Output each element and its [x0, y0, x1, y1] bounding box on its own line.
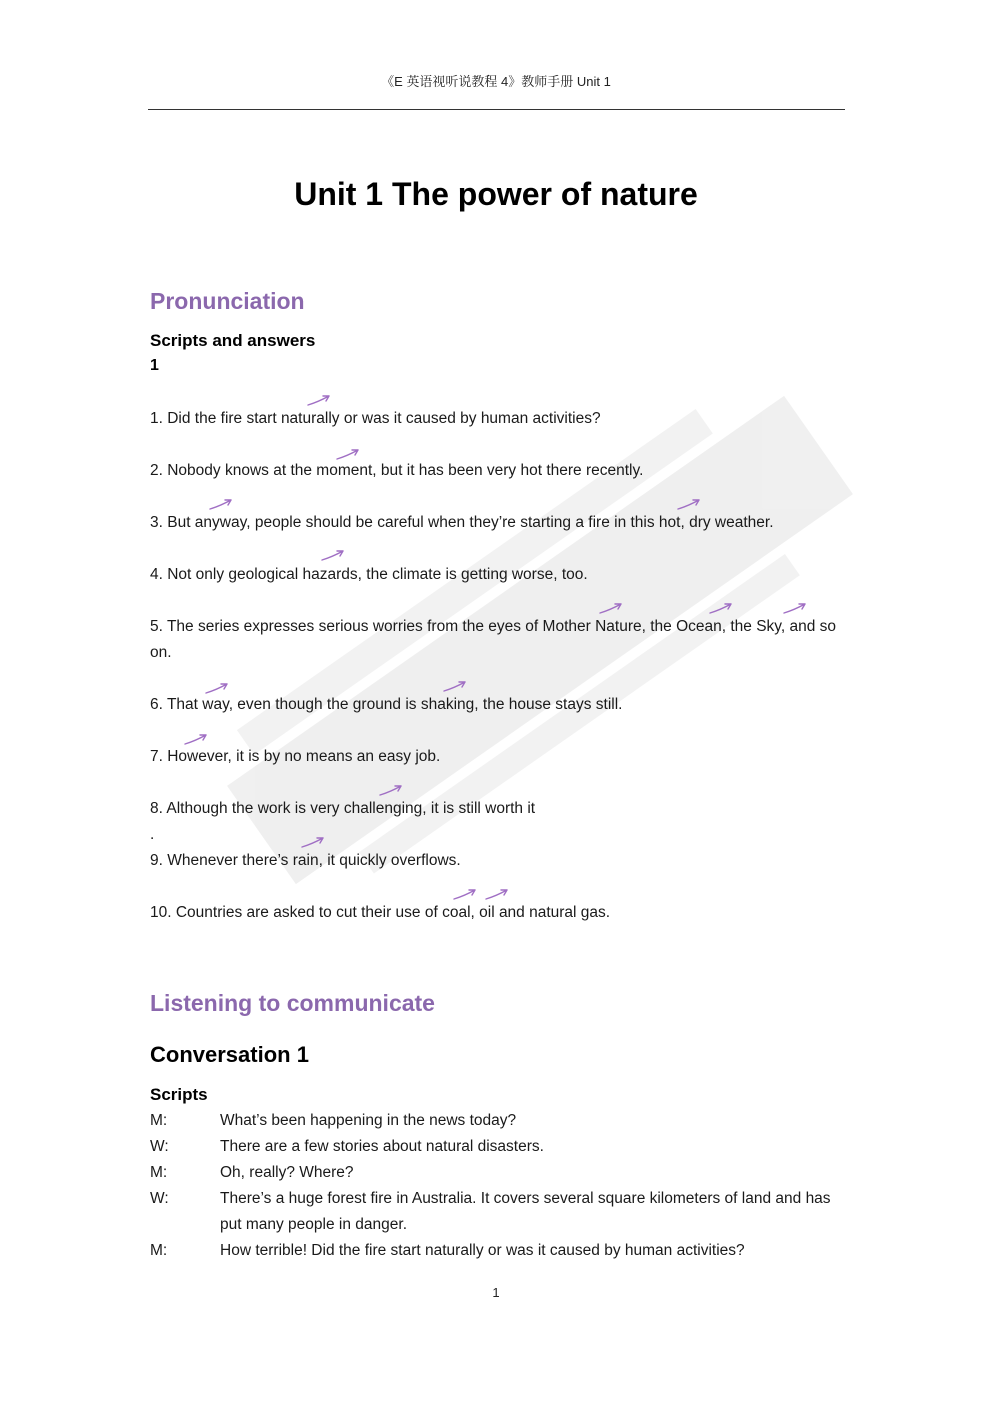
rising-intonation-arrow-icon — [782, 601, 808, 615]
script-text: What’s been happening in the news today? — [220, 1112, 517, 1129]
script-text: There’s a huge forest fire in Australia. It covers several square kilometers of land and has put many people in danger. — [220, 1190, 831, 1233]
header-divider — [148, 109, 845, 110]
pronunciation-item: 5. The series expresses serious worries from the eyes of Mother Nature, the Ocean, the Sky, and so on. — [150, 618, 837, 661]
speaker-label: M: — [150, 1164, 168, 1181]
scripts-and-answers-heading: Scripts and answers — [150, 331, 316, 350]
speaker-label: W: — [150, 1138, 169, 1155]
rising-intonation-arrow-icon — [598, 601, 624, 615]
rising-intonation-arrow-icon — [320, 548, 346, 562]
rising-intonation-arrow-icon — [378, 783, 404, 797]
script-text: How terrible! Did the fire start naturally or was it caused by human activities? — [220, 1242, 745, 1259]
rising-intonation-arrow-icon — [204, 681, 230, 695]
rising-intonation-arrow-icon — [708, 601, 734, 615]
pronunciation-item: 9. Whenever there’s rain, it quickly overflows. — [150, 852, 461, 869]
pronunciation-item: 6. That way, even though the ground is shaking, the house stays still. — [150, 696, 623, 713]
scripts-label: Scripts — [150, 1085, 208, 1104]
section-heading-pronunciation: Pronunciation — [150, 288, 305, 314]
script-text: Oh, really? Where? — [220, 1164, 354, 1181]
speaker-label: M: — [150, 1242, 168, 1259]
pronunciation-item: 8. Although the work is very challenging, it is still worth it — [150, 800, 536, 817]
rising-intonation-arrow-icon — [208, 497, 234, 511]
rising-intonation-arrow-icon — [183, 732, 209, 746]
running-header: 《E 英语视听说教程 4》教师手册 Unit 1 — [381, 74, 611, 89]
rising-intonation-arrow-icon — [676, 497, 702, 511]
rising-intonation-arrow-icon — [335, 447, 361, 461]
rising-intonation-arrow-icon — [306, 393, 332, 407]
script-line — [150, 1160, 845, 1186]
script-line — [150, 1134, 845, 1160]
script-line — [150, 1238, 845, 1264]
pronunciation-item: 3. But anyway, people should be careful when they’re starting a fire in this hot, dry weather. — [150, 514, 774, 531]
page-title: Unit 1 The power of nature — [294, 176, 698, 212]
speaker-label: M: — [150, 1112, 168, 1129]
rising-intonation-arrow-icon — [442, 679, 468, 693]
pronunciation-item: . — [150, 826, 155, 843]
pronunciation-item: 2. Nobody knows at the moment, but it has been very hot there recently. — [150, 462, 644, 479]
speaker-label: W: — [150, 1190, 169, 1207]
pronunciation-item: 10. Countries are asked to cut their use of coal, oil and natural gas. — [150, 904, 611, 921]
pronunciation-item: 4. Not only geological hazards, the climate is getting worse, too. — [150, 566, 588, 583]
script-line — [150, 1186, 845, 1238]
script-line — [150, 1108, 845, 1134]
exercise-number: 1 — [150, 357, 159, 374]
rising-intonation-arrow-icon — [484, 887, 510, 901]
pronunciation-item: 1. Did the fire start naturally or was it caused by human activities? — [150, 410, 601, 427]
page-number: 1 — [492, 1285, 500, 1300]
rising-intonation-arrow-icon — [300, 835, 326, 849]
pronunciation-item: 7. However, it is by no means an easy job. — [150, 748, 441, 765]
conversation-title: Conversation 1 — [150, 1042, 309, 1067]
rising-intonation-arrow-icon — [452, 887, 478, 901]
script-text: There are a few stories about natural disasters. — [220, 1138, 544, 1155]
section-heading-listening: Listening to communicate — [150, 990, 435, 1016]
